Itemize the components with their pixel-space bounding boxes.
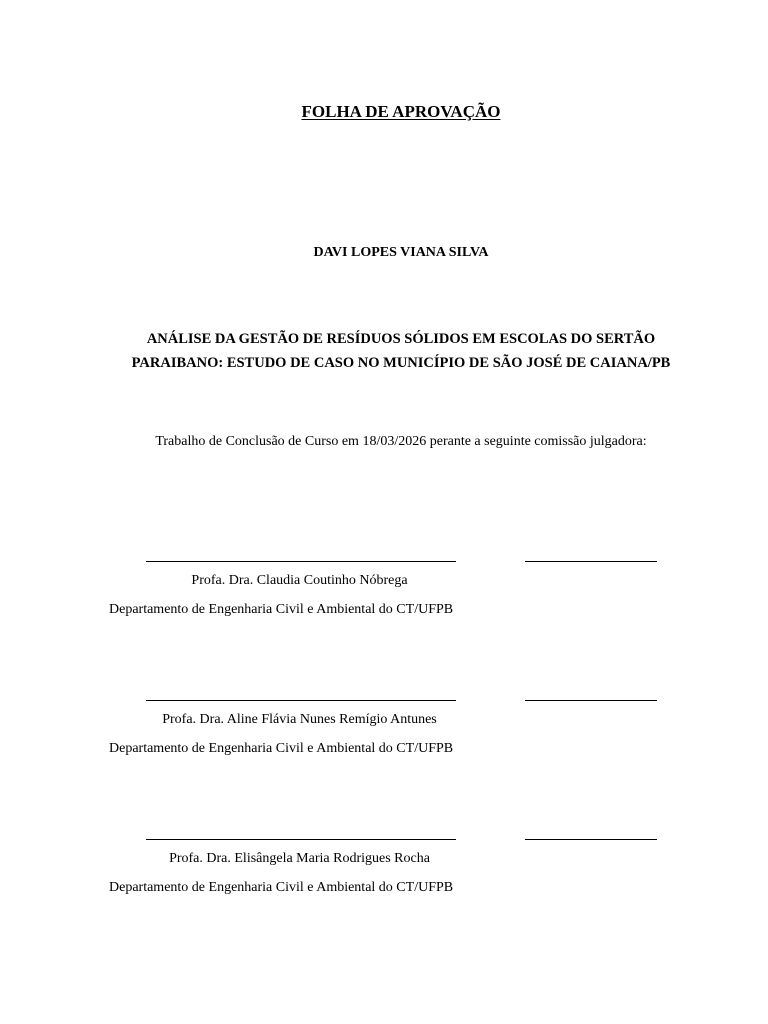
member-name: Profa. Dra. Claudia Coutinho Nóbrega [191, 573, 408, 588]
page-heading: FOLHA DE APROVAÇÃO [301, 102, 501, 121]
thesis-title-line-2: PARAIBANO: ESTUDO DE CASO NO MUNICÍPIO DE SÃO JOSÉ DE CAIANA/PB [131, 355, 671, 371]
date-line [525, 839, 657, 840]
author-name: DAVI LOPES VIANA SILVA [313, 245, 489, 260]
member-department: Departamento de Engenharia Civil e Ambiental do CT/UFPB [109, 880, 454, 895]
signature-line [146, 700, 456, 701]
member-department: Departamento de Engenharia Civil e Ambiental do CT/UFPB [109, 741, 454, 756]
committee-statement: Trabalho de Conclusão de Curso em 18/03/2026 perante a seguinte comissão julgadora: [155, 434, 647, 449]
date-line [525, 700, 657, 701]
committee-member-1 [0, 561, 768, 641]
member-name: Profa. Dra. Elisângela Maria Rodrigues Rocha [169, 851, 430, 866]
committee-member-3 [0, 839, 768, 919]
signature-line [146, 839, 456, 840]
thesis-title [100, 327, 702, 375]
thesis-title-line-1: ANÁLISE DA GESTÃO DE RESÍDUOS SÓLIDOS EM ESCOLAS DO SERTÃO [146, 331, 656, 347]
member-department: Departamento de Engenharia Civil e Ambiental do CT/UFPB [109, 602, 454, 617]
committee-member-2 [0, 700, 768, 780]
date-line [525, 561, 657, 562]
member-name: Profa. Dra. Aline Flávia Nunes Remígio Antunes [162, 712, 437, 727]
signature-line [146, 561, 456, 562]
